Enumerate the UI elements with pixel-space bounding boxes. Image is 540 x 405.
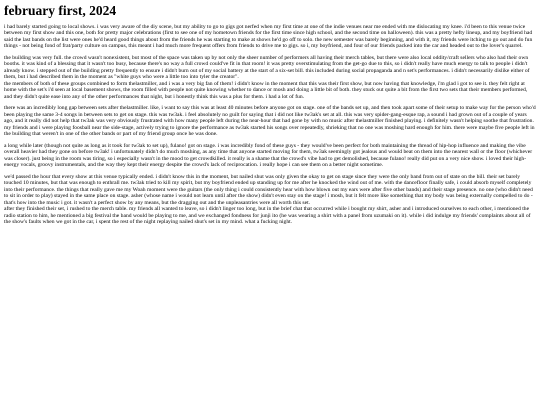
paragraph-thelastmiller: the members of both of these groups combined to form thelastmiller, and i was a very big fan of them! i didn't know in the moment that this was their first show, but now having that knowledge, i'm glad i got to see it. they felt right at home with the set's i'd seen at local basement shows, the room filled with people not quite knowing whether to dance or mosh and doing a little bit of both. they stuck out quite a bit from the first two sets that their members performed, and they didn't quite ease into any of the other performances that night, but i honestly think this was a plus for them. i had a lot of fun. <box>4 80 528 100</box>
paragraph-nailed-shut: we'd passed the hour that every show at this venue typically ended. i didn't know this in the moment, but nailed shut was only given the okay to get on stage since they were the only band from out of state on the bill. their set barely touched 10 minutes, but that was enough to enthrall me. tw3ak tried to kill my spirit, but my boyfriend ended up standing up for me after he knocked the wind out of me. with the dancefloor finally safe, i could absorb myself completely into their performance. the things that really gave me my Woah moment were the guitars (the only thing i could consistently hear with how blown out my ears were after five other bands) and their stage presence. no one (who didn't need to sit in order to play) stayed in the same place on stage. asher (whose name i would not learn until after the show) didn't even stay on the stage! i mosh, but it felt more like something that my body was being externally compelled to do - that's how into the music i got. it wasn't a perfect show by any means, but the dragging out and the unpleasantries were all worth this set. <box>4 173 533 206</box>
post-title: february first, 2024 <box>4 3 117 18</box>
paragraph-first-show-intro: i had barely started going to local shows. i was very aware of the diy scene, but my ability to go to gigs got nerfed when my first time at one of the indie venues near me ended with me dislocating my knee. i'd been to this venue twice between my first show and this one, both for pretty major celebrations (first to see one of my hometown friends for the first time since high school, and the second time on halloween). this was a pretty hefty lineup, and my boyfriend had said the last bands on the list were ones he'd heard good things about from the friends he was starting to make at shows he'd go off to solo. the new semester was barely beginning, and with it, my friends were itching to go out and do fun things - not being fond of frat/party culture on campus, this meant i had much more frequent offers from friends to drive me to gigs. so i, my boyfriend, and four of our friends packed into the car and headed out to the lover's quarrel. <box>4 24 533 50</box>
paragraph-tw3ak: there was an incredibly long gap between sets after thelastmiller. like, i want to say this was at least 40 minutes before anyone got on stage. one of the bands set up, and then took apart some of their setup to make way for the person who'd been playing the same 3-4 songs in between sets to get on stage. this was tw3ak. i feel absolutely no guilt for saying that i did not like tw3ak's set at all. this was very spider-gang-esque rap, a sound i had grown out of a couple of years ago, and it really did not help that tw3ak was very obviously frustrated with how many people left during the near-hour that had gone by with no music after thelastmiller finished playing. i definitely wasn't helping soothe that frustration. my friends and i were playing foosball near the side-stage, actively trying to ignore the performance as tw3ak started his songs over repeatedly, shrieking that no one was moshing hard enough for him. there were maybe five people left in the building that weren't in one of the other bands or part of my friend group once he was done. <box>4 105 536 138</box>
paragraph-fulano: a long while later (though not quite as long as it took for tw3ak to set up), fulano! got on stage. i was incredibly fond of these guys - they would've been perfect for both maintaining the thread of hip-hop influence and making the vibe overall heavier had they gone on before tw3ak! i unfortunately didn't do much moshing, as any time that anyone started moving for them, tw3ak seemingly got jealous and would beat on them into the nearest wall or the floor (whichever was closer). just being in the room was tiring, so i especially wasn't in the mood to get crowdkilled. it really is a shame that the crowd's vibe had to get demolished, because fulano! really did put on a very nice show. i loved their high-energy vocals, groovy instrumentals, and the way they kept their energy despite the crowd's lack of reciprocation. i really hope i can see them on a better night sometime. <box>4 142 533 169</box>
paragraph-merch-table: after they finished their set, i rushed to the merch table. my friends all wanted to leave, so i didn't linger too long, but in the brief chat that occurred while i bought my shirt, asher and i introduced ourselves to each other, i mentioned the radio station to him, he mentioned a big festival the band would be playing to me, and we exchanged fondness for junji ito (he was wearing a shirt with a panel from uzumaki on it). while i did indulge my friends' complaints about all of the show's faults when we got in the car, i spent the rest of the night replaying nailed shut's set in my mind. what a fucking night. <box>4 206 531 225</box>
paragraph-venue-crowd: the building was very full. the crowd wasn't nonexistent, but most of the space was taken up by not only the sheer number of performers all having their merch tables, but there were also local oddity/craft sellers who also had their own booths. it was kind of a blessing that it wasn't too busy, because there's no way a full crowd could've fit in that room! it was pretty overstimulating from the get-go due to this, so i didn't really have much energy to talk to people i didn't already know. i stepped out of the building pretty frequently to ensure i didn't burn out of my social battery at the start of a six-set bill. this included during social propaganda and n set's performances. i didn't necessarily dislike either of them, but i had described them in the moment as "white guys who were a little too into tyler the creator". <box>4 55 530 81</box>
